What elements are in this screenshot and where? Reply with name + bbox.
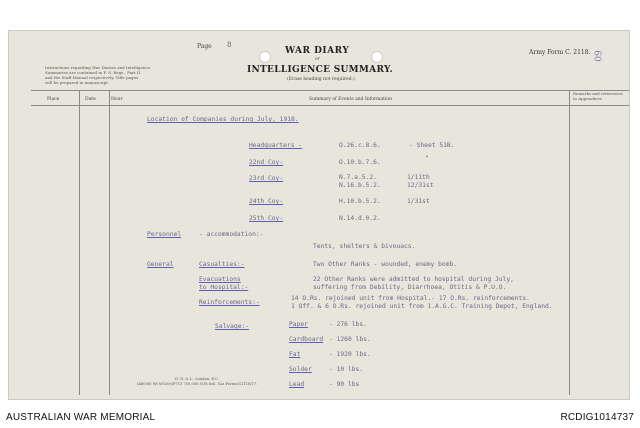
- title-war-diary: WAR DIARY: [285, 46, 350, 56]
- evacuations-label: Evacuations: [199, 276, 241, 283]
- column-summary: Summary of Events and Information: [309, 97, 392, 102]
- reference-number: 60: [591, 50, 602, 62]
- footer-archive-name: AUSTRALIAN WAR MEMORIAL: [6, 412, 156, 423]
- salvage-qty: - 1260 lbs.: [329, 336, 371, 343]
- entries-heading: Location of Companies during July, 1918.: [147, 116, 299, 123]
- reinforcements-text-2: 1 Off. & 6 O.Rs. rejoined unit from 1.A.G.C. Training Depot, England.: [291, 303, 553, 310]
- personnel-label: Personnel: [147, 231, 182, 238]
- salvage-item: Cardboard: [289, 336, 324, 343]
- evacuations-text-2: suffering from Debility, Diarrhoea, Otitis & P.U.O.: [313, 284, 507, 291]
- army-form-number: Army Form C. 2118.: [529, 49, 591, 56]
- column-date: Date: [85, 97, 96, 102]
- column-hour: Hour: [111, 97, 123, 102]
- general-label: General: [147, 261, 174, 268]
- company-sheet: 1/31st: [407, 198, 430, 205]
- salvage-item: Lead: [289, 381, 305, 388]
- company-location: N.7.a.5.2.: [339, 174, 377, 181]
- reinforcements-label: Reinforcements:-: [199, 299, 260, 306]
- reinforcements-text: 14 O.Rs. rejoined unit from Hospital.- 17 O.Rs. reinforcements.: [291, 295, 530, 302]
- company-location: N.14.d.0.2.: [339, 215, 381, 222]
- salvage-label: Salvage:-: [215, 323, 250, 330]
- company-location: H.10.b.5.2.: [339, 198, 381, 205]
- company-location-2: N.16.b.5.2.: [339, 182, 381, 189]
- column-place: Place: [47, 97, 60, 102]
- company-name: 24th Coy-: [249, 198, 284, 205]
- footer-record-id: RCDIG1014737: [560, 412, 634, 423]
- column-remarks: Remarks and references to Appendices: [573, 91, 623, 101]
- erase-note: (Erase heading not required.): [287, 77, 355, 82]
- company-name: 23rd Coy-: [249, 175, 284, 182]
- casualties-label: Casualties:-: [199, 261, 245, 268]
- title-or: or: [315, 57, 320, 62]
- salvage-qty: - 276 lbs.: [329, 321, 367, 328]
- diary-sheet: [8, 30, 630, 400]
- personnel-detail: Tents, shelters & bivouacs.: [313, 243, 416, 250]
- punch-hole: [259, 51, 271, 63]
- casualties-text: Two Other Ranks - wounded, enemy bomb.: [313, 261, 458, 268]
- salvage-item: Fat: [289, 351, 301, 358]
- page-label: Page: [197, 43, 212, 50]
- company-sheet: ": [425, 155, 429, 162]
- company-location: O.10.b.7.6.: [339, 159, 381, 166]
- punch-hole: [371, 51, 383, 63]
- company-name: 25th Coy-: [249, 215, 284, 222]
- instructions: Instructions regarding War Diaries and Intelligence Summaries are contained in F. S. Regs., Part II. and the Staff Manual respectively. Title pages will be prepared in manuscript.: [45, 65, 151, 85]
- company-location: O.26.c.8.6.: [339, 142, 381, 149]
- salvage-qty: - 90 lbs: [329, 381, 360, 388]
- company-name: 22nd Coy-: [249, 159, 284, 166]
- evacuations-label-2: to Hospital:-: [199, 284, 249, 291]
- salvage-qty: - 10 lbs.: [329, 366, 364, 373]
- page-number: 8: [227, 41, 232, 49]
- salvage-qty: - 1920 lbs.: [329, 351, 371, 358]
- title-intelligence-summary: INTELLIGENCE SUMMARY.: [247, 65, 393, 75]
- salvage-item: Paper: [289, 321, 308, 328]
- company-name: Headquarters -: [249, 142, 303, 149]
- evacuations-text: 22 Other Ranks were admitted to hospital during July,: [313, 276, 514, 283]
- company-sheet: - Sheet 51B.: [409, 142, 455, 149]
- printer-imprint: D. D. & L., London, E.C. (A8008) Wt W5300/P713 750,000 5/18 Sch. 52a Forms/C2118/17.: [137, 377, 258, 386]
- personnel-accommodation: - accommodation:-: [199, 231, 264, 238]
- company-sheet-2: 12/31st: [407, 182, 434, 189]
- salvage-item: Solder: [289, 366, 312, 373]
- company-sheet: 1/11th: [407, 174, 430, 181]
